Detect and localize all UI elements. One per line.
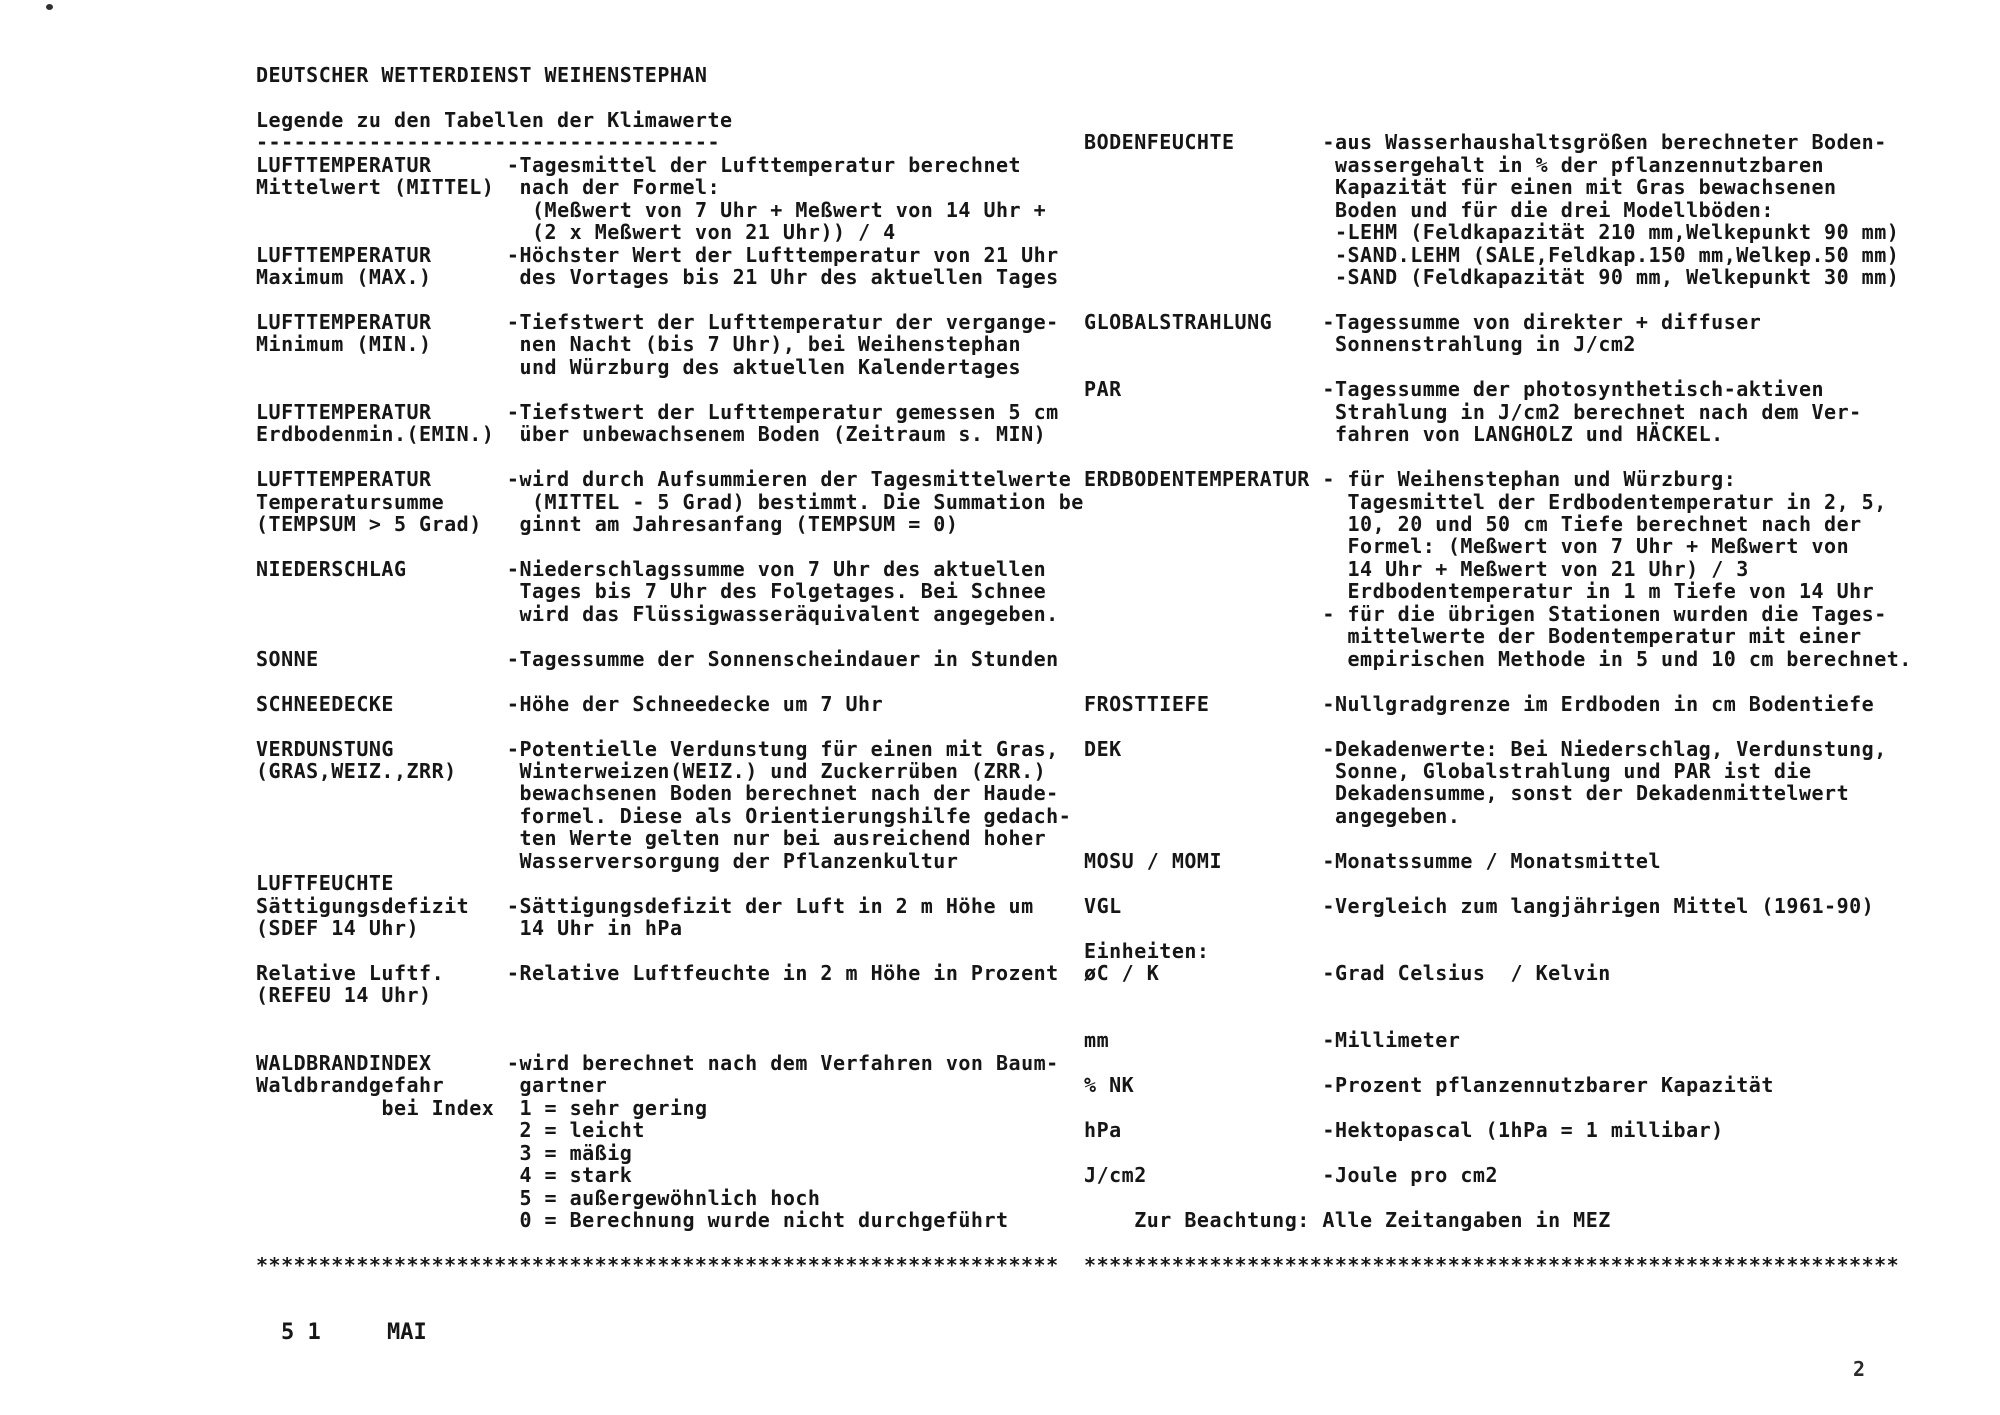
doc-line-segment: -LEHM (Feldkapazität 210 mm,Welkepunkt 90 mm) [1334,220,1900,245]
doc-line-segment: - für Weihenstephan und Würzburg: [1322,467,1737,492]
doc-line-segment: J/cm2 [1084,1163,1147,1188]
doc-line-segment: (GRAS,WEIZ.,ZRR) [256,758,457,783]
doc-line-segment: -Sättigungsdefizit der Luft in 2 m Höhe um [506,893,1034,918]
doc-line-segment: 2 = leicht [519,1118,645,1143]
doc-line-segment: DEUTSCHER WETTERDIENST WEIHENSTEPHAN [256,63,708,87]
doc-line-segment: -SAND (Feldkapazität 90 mm, Welkepunkt 30 mm) [1334,265,1900,290]
page-number-partial [1853,1357,1877,1381]
doc-line-segment: -Monatssumme / Monatsmittel [1322,848,1662,873]
doc-line-segment: mittelwerte der Bodentemperatur mit einer [1347,624,1862,649]
doc-line-segment: -wird berechnet nach dem Verfahren von Baum- [506,1050,1059,1075]
doc-line-segment: (MITTEL - 5 Grad) bestimmt. Die Summation be [532,489,1084,514]
doc-line-segment: -Potentielle Verdunstung für einen mit Gras, [506,736,1059,761]
doc-line-segment: Wasserversorgung der Pflanzenkultur [519,848,959,873]
doc-line-segment: NIEDERSCHLAG [256,556,407,581]
doc-line-segment: Einheiten: [1084,938,1210,963]
doc-line-segment: Sonnenstrahlung in J/cm2 [1334,332,1636,357]
doc-line-segment: LUFTFEUCHTE [256,871,394,896]
doc-line-segment: LUFTTEMPERATUR [256,242,432,267]
doc-line-segment: VERDUNSTUNG [256,736,394,761]
doc-line-segment: Temperatursumme [256,489,445,514]
doc-line-segment: -Nullgradgrenze im Erdboden in cm Bodentiefe [1322,691,1875,716]
doc-line-segment: fahren von LANGHOLZ und HÄCKEL. [1334,422,1724,447]
doc-line-segment: GLOBALSTRAHLUNG [1084,309,1273,334]
doc-line-segment: (2 x Meßwert von 21 Uhr)) / 4 [532,220,896,245]
doc-line-segment: Mittelwert (MITTEL) [256,175,495,200]
doc-line-segment: -Relative Luftfeuchte in 2 m Höhe in Prozent [506,961,1059,985]
doc-line-segment: nen Nacht (bis 7 Uhr), bei Weihenstephan [519,332,1022,357]
doc-line-segment: -Niederschlagssumme von 7 Uhr des aktuellen [506,556,1047,581]
doc-line-segment: BODENFEUCHTE [1084,130,1235,155]
doc-line-segment: Sättigungsdefizit [256,893,470,918]
doc-line-segment: Formel: (Meßwert von 7 Uhr + Meßwert von [1347,534,1850,559]
doc-line-segment: -Tiefstwert der Lufttemperatur gemessen 5 cm [506,399,1059,424]
doc-line-segment: 4 = stark [519,1163,633,1188]
doc-line-segment: formel. Diese als Orientierungshilfe gedach- [519,803,1072,828]
doc-line-segment: SCHNEEDECKE [256,691,394,716]
doc-line-segment: -Höchster Wert der Lufttemperatur von 21 Uhr [506,242,1059,267]
doc-line-segment: des Vortages bis 21 Uhr des aktuellen Tages [519,265,1059,290]
doc-line-segment: WALDBRANDINDEX [256,1050,432,1075]
doc-line-segment: MOSU / MOMI [1084,848,1222,873]
doc-line-segment: Winterweizen(WEIZ.) und Zuckerrüben (ZRR.) [519,758,1047,783]
doc-line-segment: LUFTTEMPERATUR [256,152,432,177]
doc-line-segment: ERDBODENTEMPERATUR [1084,467,1310,492]
doc-line-segment: Erdbodentemperatur in 1 m Tiefe von 14 Uhr [1347,579,1875,604]
doc-line-segment: Maximum (MAX.) [256,265,432,290]
doc-line-segment: øC / K [1084,961,1160,985]
doc-line-segment: -wird durch Aufsummieren der Tagesmittelwerte [506,467,1072,492]
doc-line-segment: 5 = außergewöhnlich hoch [519,1185,821,1210]
doc-line-segment: Strahlung in J/cm2 berechnet nach dem Ver- [1334,399,1862,424]
doc-line-segment: Waldbrandgefahr [256,1073,445,1098]
doc-line-segment: LUFTTEMPERATUR [256,467,432,492]
doc-line-segment: (REFEU 14 Uhr) [256,983,432,1008]
doc-line-segment: angegeben. [1334,803,1461,828]
doc-line-segment: ------------------------------------- [256,130,721,155]
doc-line-segment: Tagesmittel der Erdbodentemperatur in 2, 5, [1347,489,1887,514]
doc-line-segment: -aus Wasserhaushaltsgrößen berechneter Boden- [1322,130,1887,155]
doc-line-segment: VGL [1084,893,1122,918]
doc-line-segment: über unbewachsenem Boden (Zeitraum s. MIN) [519,422,1047,447]
doc-line-segment: -Tagessumme der photosynthetisch-aktiven [1322,377,1825,402]
doc-line-segment: empirischen Methode in 5 und 10 cm berechnet. [1347,646,1912,671]
doc-line-segment: (SDEF 14 Uhr) [256,916,420,941]
doc-line-segment: DEK [1084,736,1122,761]
doc-line-segment: ***************************************************************** [1084,1252,1900,1277]
doc-line-segment: - für die übrigen Stationen wurden die Tages- [1322,601,1887,626]
doc-line-segment: -SAND.LEHM (SALE,Feldkap.150 mm,Welkep.50 mm) [1334,242,1900,267]
doc-line-segment: Tages bis 7 Uhr des Folgetages. Bei Schnee [519,579,1047,604]
doc-line-segment: (Meßwert von 7 Uhr + Meßwert von 14 Uhr + [532,197,1047,222]
doc-line-segment: Erdbodenmin.(EMIN.) [256,422,495,447]
doc-line-segment: nach der Formel: [519,175,721,200]
doc-line-segment: -Tagesmittel der Lufttemperatur berechnet [506,152,1022,177]
doc-line-segment: -Tagessumme der Sonnenscheindauer in Stunden [506,646,1059,671]
doc-line-segment: 10, 20 und 50 cm Tiefe berechnet nach der [1347,512,1862,536]
doc-line-segment: 1 = sehr gering [519,1095,708,1120]
doc-line-segment: Dekadensumme, sonst der Dekadenmittelwert [1334,781,1850,806]
doc-line-segment: bei Index [381,1095,495,1120]
doc-line-segment: 0 = Berechnung wurde nicht durchgeführt [519,1207,1009,1232]
page-number-digit: 2 [1853,1357,1866,1381]
doc-line-segment: wassergehalt in % der pflanzennutzbaren [1334,152,1825,177]
doc-line-segment: -Tagessumme von direkter + diffuser [1322,309,1762,334]
doc-line-segment: -Prozent pflanzennutzbarer Kapazität [1322,1073,1774,1098]
doc-line-segment: -Millimeter [1322,1028,1461,1053]
doc-line-segment: 3 = mäßig [519,1140,633,1165]
doc-line-segment: und Würzburg des aktuellen Kalendertages [519,354,1022,379]
doc-line-segment: bewachsenen Boden berechnet nach der Haude- [519,781,1059,806]
doc-line-segment: ginnt am Jahresanfang (TEMPSUM = 0) [519,512,959,536]
doc-line-segment: gartner [519,1073,608,1098]
doc-line-segment: Kapazität für einen mit Gras bewachsenen [1334,175,1837,200]
doc-line-segment: -Vergleich zum langjährigen Mittel (1961-90) [1322,893,1875,918]
doc-line-segment: Boden und für die drei Modellböden: [1334,197,1774,222]
doc-line-segment: Relative Luftf. [256,961,445,985]
doc-line-segment: SONNE [256,646,319,671]
doc-line-segment: -Höhe der Schneedecke um 7 Uhr [506,691,884,716]
doc-line-segment: LUFTTEMPERATUR [256,309,432,334]
page-footer-label: 5 1 MAI [281,1320,427,1345]
doc-line-segment: Legende zu den Tabellen der Klimawerte [256,107,733,132]
doc-line-segment: % NK [1084,1073,1135,1098]
doc-line-segment: (TEMPSUM > 5 Grad) [256,512,482,536]
doc-line-segment: -Hektopascal (1hPa = 1 millibar) [1322,1118,1724,1143]
doc-line-segment: -Tiefstwert der Lufttemperatur der vergange- [506,309,1059,334]
doc-line-segment: LUFTTEMPERATUR [256,399,432,424]
doc-line-segment: mm [1084,1028,1110,1053]
doc-line-segment: hPa [1084,1118,1122,1143]
doc-line-segment: -Dekadenwerte: Bei Niederschlag, Verdunstung, [1322,736,1887,761]
doc-line-segment: Sonne, Globalstrahlung und PAR ist die [1334,758,1812,783]
doc-line-segment: ten Werte gelten nur bei ausreichend hoher [519,826,1047,851]
doc-line-segment: Zur Beachtung: Alle Zeitangaben in MEZ [1134,1207,1611,1232]
scan-artifact-speck [46,4,53,10]
doc-line-segment: 14 Uhr in hPa [519,916,683,941]
doc-line-segment: -Grad Celsius / Kelvin [1322,961,1611,985]
doc-line-segment: 14 Uhr + Meßwert von 21 Uhr) / 3 [1347,556,1749,581]
doc-line-segment: FROSTTIEFE [1084,691,1210,716]
doc-line-segment: **************************************************************** [256,1252,1059,1277]
doc-line-segment: -Joule pro cm2 [1322,1163,1498,1188]
doc-line-segment: PAR [1084,377,1122,402]
doc-line-segment: Minimum (MIN.) [256,332,432,357]
doc-line-segment: wird das Flüssigwasseräquivalent angegeben. [519,601,1059,626]
